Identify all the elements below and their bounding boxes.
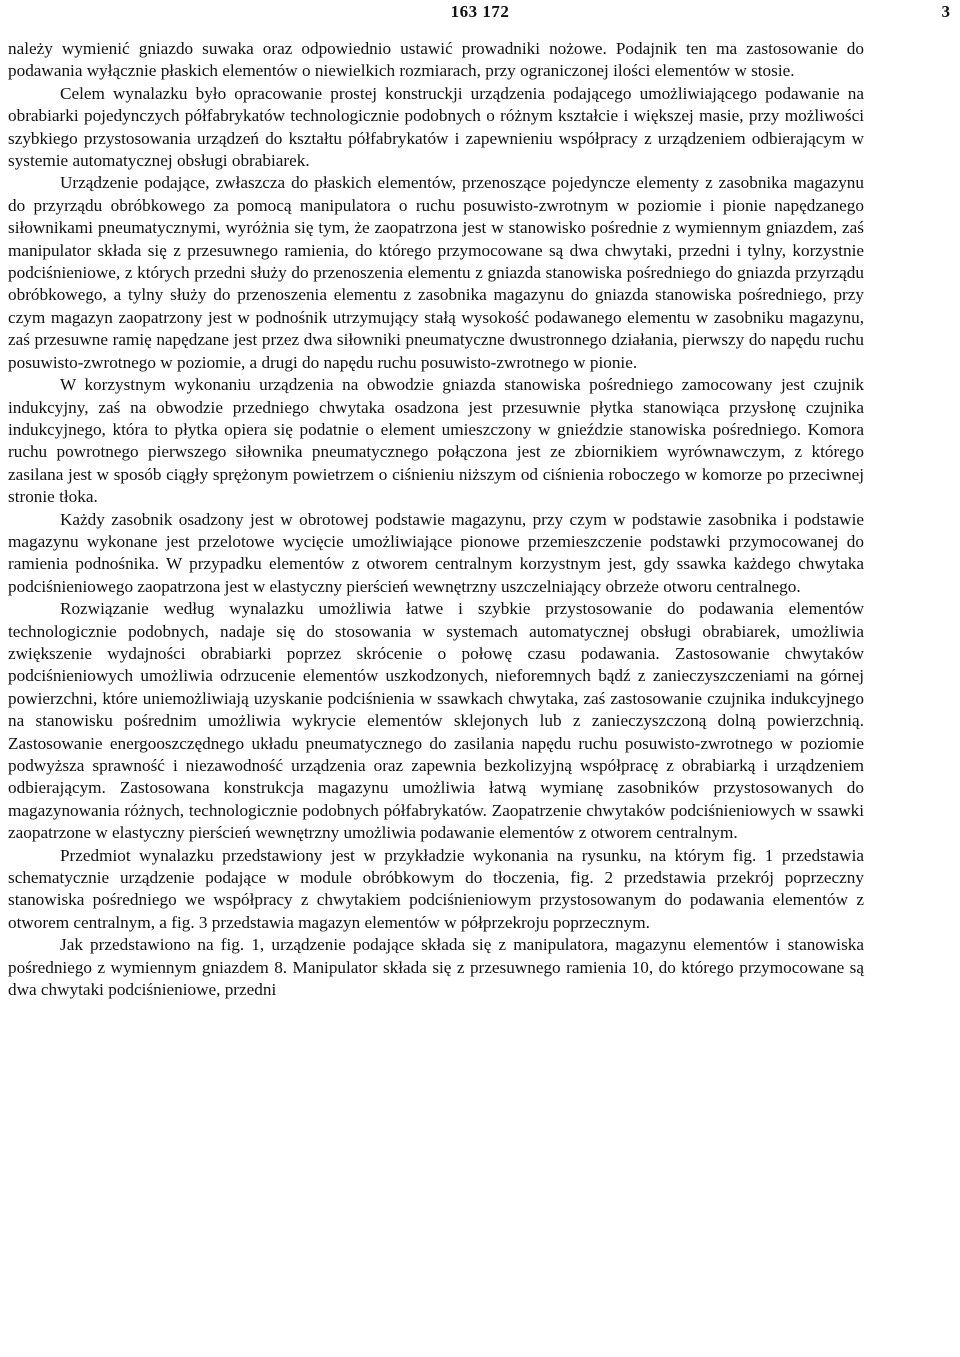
paragraph-2: Celem wynalazku było opracowanie prostej konstruckji urządzenia podającego umożliwiającego podawanie na obrabiarki pojedynczych półfabrykatów technologicznie podobnych o różnym kształcie i większej masie, przy możliwości szybkiego przystosowania urządzeń do kształtu półfabrykatów i zapewnieniu współpracy z urządzeniem odbierającym w systemie automatycznej obsługi obrabiarek. — [8, 83, 864, 171]
patent-number: 163 172 — [450, 2, 510, 21]
page-number: 3 — [941, 2, 950, 21]
paragraph-8: Jak przedstawiono na fig. 1, urządzenie podające składa się z manipulatora, magazynu elementów i stanowiska pośredniego z wymiennym gniazdem 8. Manipulator składa się z przesuwnego ramienia 10, do którego przymocowane są dwa chwytaki podciśnieniowe, przedni — [8, 935, 864, 1000]
paragraph-3: Urządzenie podające, zwłaszcza do płaskich elementów, przenoszące pojedyncze elementy z zasobnika magazynu do przyrządu obróbkowego za pomocą manipulatora o ruchu posuwisto-zwrotnym w poziomie i pionie napędzanego siłownikami pneumatycznymi, wyróżnia się tym, że zaopatrzona jest w stanowisko pośrednie z wymiennym gniazdem, zaś manipulator składa się z przesuwnego ramienia, do którego przymocowane są dwa chwytaki, przedni i tylny, korzystnie podciśnieniowe, z których przedni służy do przenoszenia elementu z gniazda stanowiska pośredniego do gniazda przyrządu obróbkowego, a tylny służy do przenoszenia elementu z zasobnika magazynu do gniazda stanowiska pośredniego, przy czym magazyn zaopatrzony jest w podnośnik utrzymujący stałą wysokość podawanego elementu w zasobniku magazynu, zaś przesuwne ramię napędzane jest przez dwa siłowniki pneumatyczne dwustronnego działania, pierwszy do napędu ruchu posuwisto-zwrotnego w poziomie, a drugi do napędu ruchu posuwisto-zwrotnego w pionie. — [8, 173, 864, 372]
body-text — [8, 38, 864, 1001]
page-header — [0, 2, 960, 28]
paragraph-7: Przedmiot wynalazku przedstawiony jest w przykładzie wykonania na rysunku, na którym fig. 1 przedstawia schematycznie urządzenie podające w module obróbkowym do tłoczenia, fig. 2 przedstawia przekrój poprzeczny stanowiska pośredniego we współpracy z chwytakiem podciśnieniowym przystosowanym do podawania elementów z otworem centralnym, a fig. 3 przedstawia magazyn elementów w półprzekroju poprzecznym. — [8, 845, 864, 932]
paragraph-6: Rozwiązanie według wynalazku umożliwia łatwe i szybkie przystosowanie do podawania elementów technologicznie podobnych, nadaje się do stosowania w systemach automatycznej obsługi obrabiarek, umożliwia zwiększenie wydajności obrabiarki poprzez skrócenie o połowę czasu podawania. Zastosowanie chwytaków podciśnieniowych umożliwia odrzucenie elementów uszkodzonych, nieforemnych bądź z zanieczyszczeniami na górnej powierzchni, które uniemożliwiają uzyskanie podciśnienia w ssawkach chwytaka, zaś zastosowanie czujnika indukcyjnego na stanowisku pośrednim umożliwia wykrycie elementów sklejonych lub z zanieczyszczoną dolną powierzchnią. Zastosowanie energooszczędnego układu pneumatycznego do zasilania napędu ruchu posuwisto-zwrotnego w poziomie podwyższa sprawność i niezawodność urządzenia oraz zapewnia bezkolizyjną współpracę z obrabiarką i urządzeniem odbierającym. Zastosowana konstrukcja magazynu umożliwia łatwą wymianę zasobników przystosowanych do magazynowania różnych, technologicznie podobnych półfabrykatów. Zaopatrzenie chwytaków podciśnieniowych w ssawki zaopatrzone w elastyczny pierścień wewnętrzny umożliwia podawanie elementów z otworem centralnym. — [8, 599, 864, 843]
paragraph-1: należy wymienić gniazdo suwaka oraz odpowiednio ustawić prowadniki nożowe. Podajnik ten ma zastosowanie do podawania wyłącznie płaskich elementów o niewielkich rozmiarach, przy ograniczonej ilości elementów w stosie. — [8, 39, 864, 81]
paragraph-5: Każdy zasobnik osadzony jest w obrotowej podstawie magazynu, przy czym w podstawie zasobnika i podstawie magazynu wykonane jest przelotowe wycięcie umożliwiające pionowe przemieszczenie podstawki przymocowanej do ramienia podnośnika. W przypadku elementów z otworem centralnym korzystnym jest, gdy ssawka każdego chwytaka podciśnieniowego zaopatrzona jest w elastyczny pierścień wewnętrzny uszczelniający obrzeże otworu centralnego. — [8, 509, 864, 596]
paragraph-4: W korzystnym wykonaniu urządzenia na obwodzie gniazda stanowiska pośredniego zamocowany jest czujnik indukcyjny, zaś na obwodzie przedniego chwytaka osadzona jest przesuwnie płytka stanowiąca przysłonę czujnika indukcyjnego, która to płytka opiera się podatnie o element umieszczony w gnieździe stanowiska pośredniego. Komora ruchu powrotnego pierwszego siłownika pneumatycznego połączona jest ze zbiornikiem wyrównawczym, z którego zasilana jest w sposób ciągły sprężonym powietrzem o ciśnieniu niższym od ciśnienia roboczego w komorze po przeciwnej stronie tłoka. — [8, 375, 864, 507]
